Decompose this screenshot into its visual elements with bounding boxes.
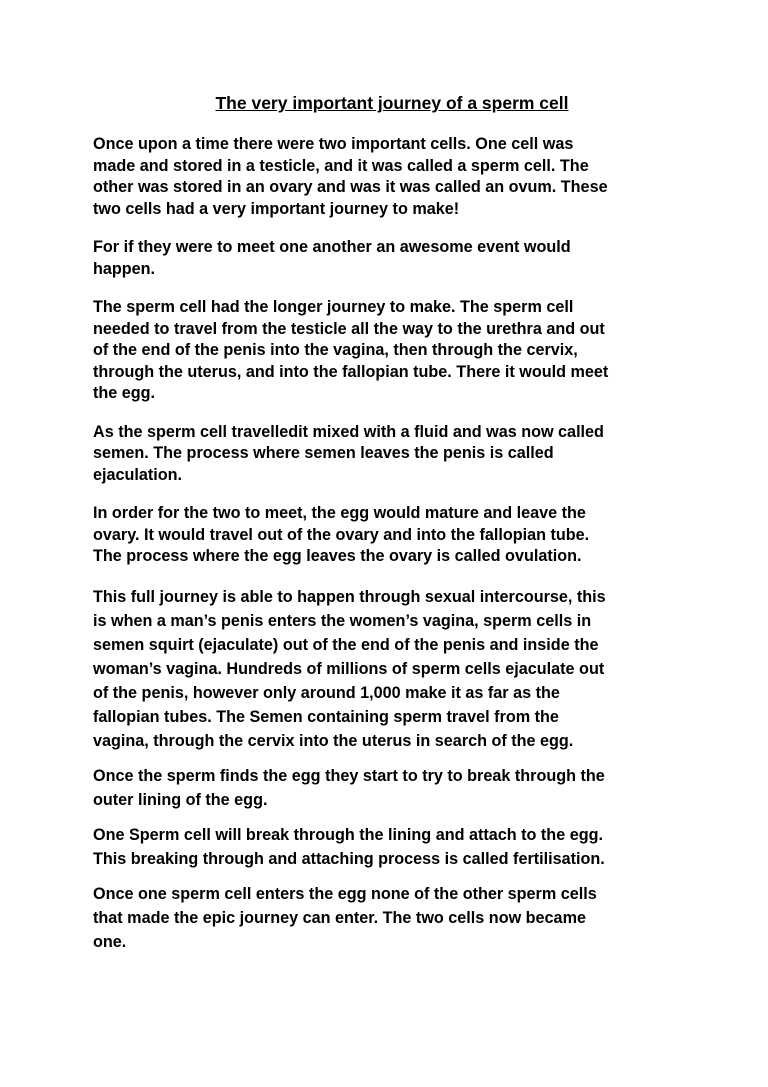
document-title: The very important journey of a sperm cell bbox=[215, 93, 569, 113]
paragraph-6: This full journey is able to happen through sexual intercourse, this is when a man’s penis enters the women’s vagina, sperm cells in semen squirt (ejaculate) out of the end of the penis and inside the woman’s vagina. Hundreds of millions of sperm cells ejaculate out of the penis, however only around 1,000 make it as far as the fallopian tubes. The Semen containing sperm travel from the vagina, through the cervix into the uterus in search of the egg. bbox=[93, 587, 606, 750]
paragraph-5: In order for the two to meet, the egg would mature and leave the ovary. It would travel out of the ovary and into the fallopian tube. The process where the egg leaves the ovary is called ovulation. bbox=[93, 504, 590, 565]
paragraph-9: Once one sperm cell enters the egg none of the other sperm cells that made the epic journey can enter. The two cells now became one. bbox=[93, 884, 597, 951]
paragraph-8: One Sperm cell will break through the lining and attach to the egg. This breaking through and attaching process is called fertilisation. bbox=[93, 825, 605, 868]
paragraph-1: Once upon a time there were two important cells. One cell was made and stored in a testicle, and it was called a sperm cell. The other was stored in an ovary and was it was called an ovum. These two cells had a very important journey to make! bbox=[93, 135, 608, 218]
paragraph-7: Once the sperm finds the egg they start to try to break through the outer lining of the egg. bbox=[93, 766, 605, 809]
paragraph-3: The sperm cell had the longer journey to make. The sperm cell needed to travel from the testicle all the way to the urethra and out of the end of the penis into the vagina, then through the cervix, through the uterus, and into the fallopian tube. There it would meet the egg. bbox=[93, 298, 609, 402]
document-page bbox=[93, 92, 683, 965]
paragraph-4: As the sperm cell travelledit mixed with a fluid and was now called semen. The process where semen leaves the penis is called ejaculation. bbox=[93, 422, 604, 484]
paragraph-2: For if they were to meet one another an awesome event would happen. bbox=[93, 238, 571, 278]
